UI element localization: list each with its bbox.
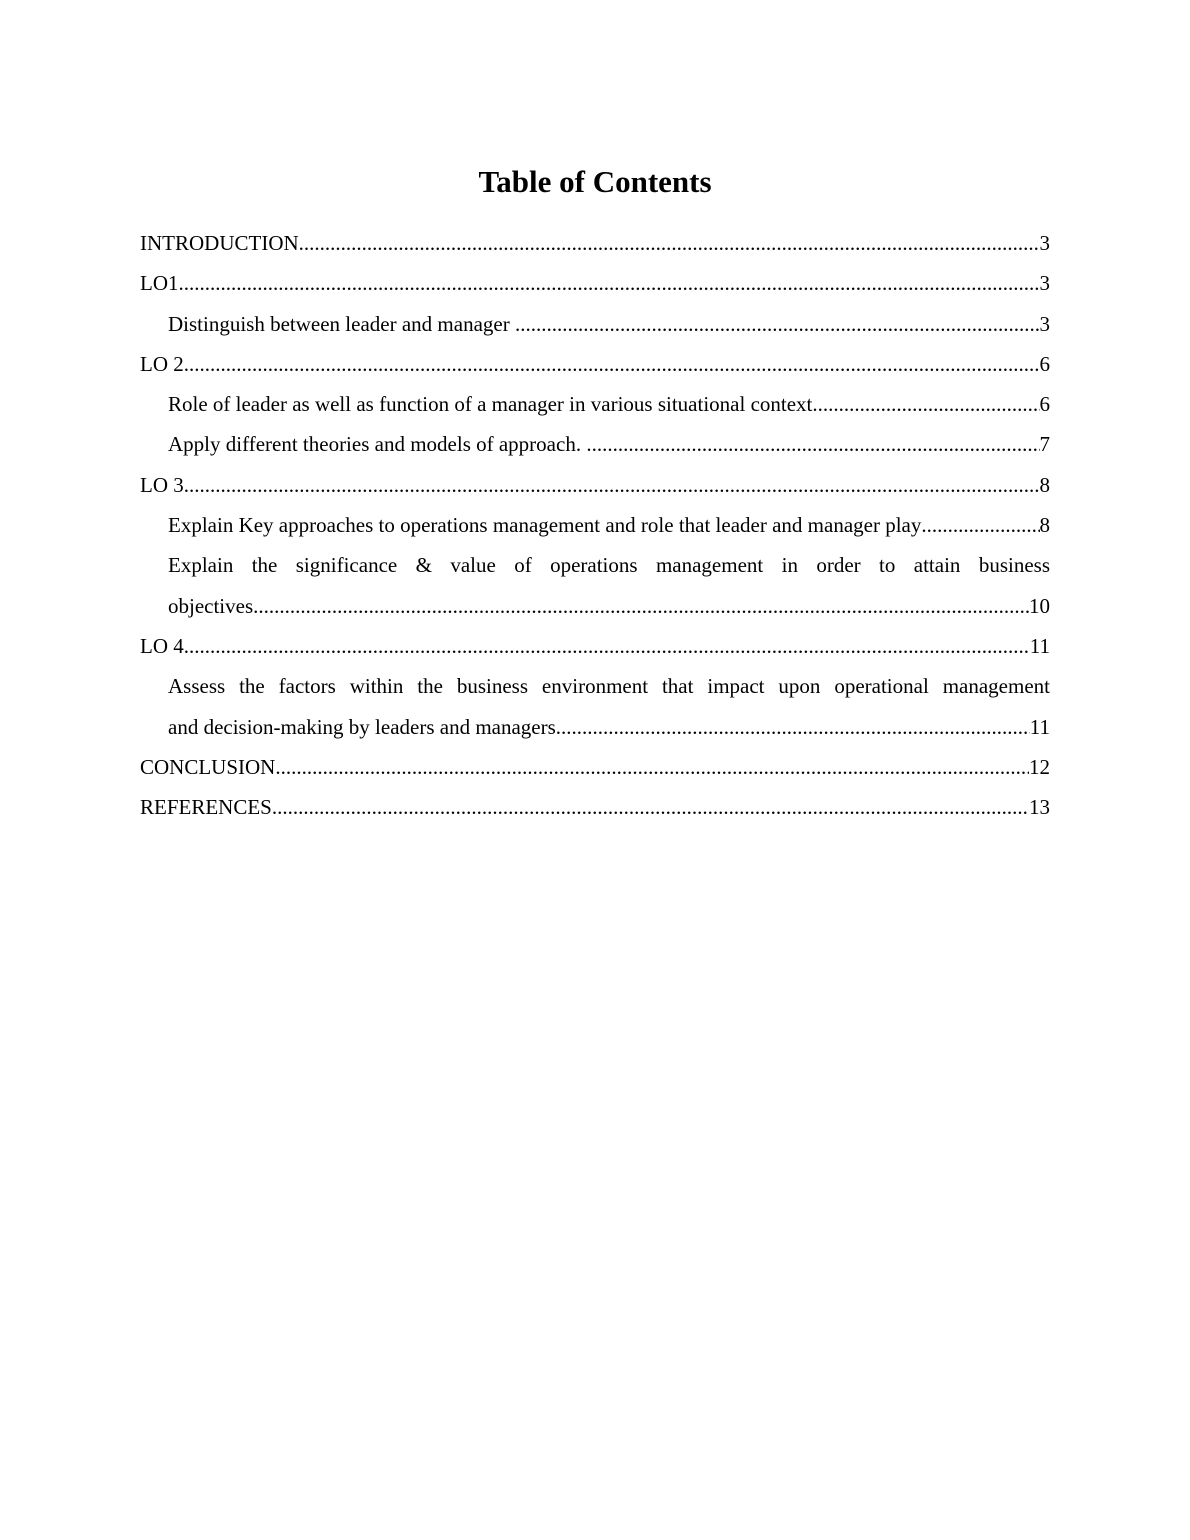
toc-page-number: 11 (1029, 633, 1050, 658)
toc-entry-role-of-leader[interactable] (140, 384, 1050, 424)
toc-page-number: 12 (1029, 754, 1050, 779)
toc-page-number: 3 (1039, 231, 1050, 255)
dot-leader (921, 505, 1039, 545)
toc-entry-lo1[interactable] (140, 263, 1050, 303)
dot-leader (812, 384, 1039, 424)
toc-page-number: 13 (1029, 795, 1050, 820)
toc-list (140, 223, 1050, 827)
toc-entry-text: LO 4 (140, 633, 184, 658)
dot-leader (179, 263, 1040, 303)
toc-entry-text: INTRODUCTION (140, 231, 299, 255)
toc-page-number: 3 (1039, 271, 1050, 296)
dot-leader (253, 586, 1029, 626)
toc-entry-text: Explain Key approaches to operations management and role that leader and manager play (168, 513, 922, 538)
toc-entry-references[interactable] (140, 787, 1050, 827)
dot-leader (299, 223, 1040, 263)
toc-title: Table of Contents (478, 164, 712, 199)
dot-leader (184, 626, 1030, 666)
dot-leader (586, 424, 1039, 464)
toc-entry-lo4[interactable] (140, 626, 1050, 666)
toc-page-number: 11 (1029, 714, 1050, 739)
toc-entry-text: Role of leader as well as function of a manager in various situational context (168, 392, 813, 417)
toc-page-number: 6 (1039, 392, 1050, 417)
toc-entry-conclusion[interactable] (140, 747, 1050, 787)
toc-entry-line2 (168, 707, 1050, 747)
toc-entry-text: REFERENCES (140, 795, 272, 820)
toc-entry-text-line1: Assess the factors within the business environment that impact upon operational management (168, 674, 1050, 699)
toc-page-number: 8 (1039, 513, 1050, 538)
toc-entry-text: CONCLUSION (140, 754, 276, 779)
toc-page-number: 10 (1029, 593, 1050, 618)
toc-page-number: 6 (1039, 351, 1050, 376)
toc-entry-text-line1: Explain the significance & value of operations management in order to attain business (168, 553, 1050, 578)
toc-entry-text: LO 2 (140, 351, 184, 376)
toc-entry-assess-factors[interactable] (140, 666, 1050, 747)
dot-leader (184, 465, 1040, 505)
toc-entry-key-approaches[interactable] (140, 505, 1050, 545)
toc-entry-text: LO1 (140, 271, 179, 296)
toc-entry-text: and decision-making by leaders and managers (168, 714, 556, 739)
toc-entry-introduction[interactable] (140, 223, 1050, 263)
dot-leader (515, 304, 1040, 344)
toc-entry-significance-operations[interactable] (140, 545, 1050, 626)
toc-entry-lo2[interactable] (140, 344, 1050, 384)
toc-entry-text: Distinguish between leader and manager (168, 311, 515, 336)
toc-entry-text: LO 3 (140, 472, 184, 497)
toc-entry-text: objectives (168, 593, 254, 618)
dot-leader (184, 344, 1040, 384)
toc-entry-lo3[interactable] (140, 465, 1050, 505)
toc-page-number: 7 (1039, 432, 1050, 457)
toc-entry-text: Apply different theories and models of approach. (168, 432, 587, 457)
toc-page-number: 8 (1039, 472, 1050, 497)
dot-leader (556, 707, 1030, 747)
dot-leader (275, 747, 1029, 787)
toc-entry-apply-theories[interactable] (140, 424, 1050, 464)
toc-entry-distinguish-leader-manager[interactable] (140, 304, 1050, 344)
toc-entry-line2 (168, 586, 1050, 626)
toc-page-number: 3 (1039, 311, 1050, 336)
dot-leader (272, 787, 1029, 827)
